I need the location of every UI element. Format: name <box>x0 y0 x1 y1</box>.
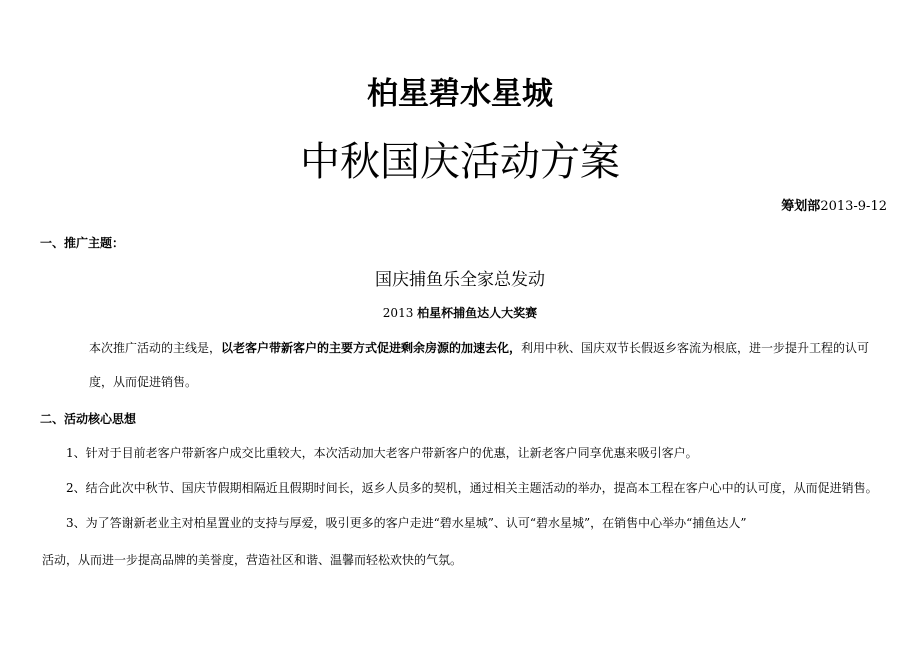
promotion-slogan: 国庆捕鱼乐全家总发动 <box>375 270 545 290</box>
author-date-line <box>781 198 887 216</box>
competition-year: 2013 <box>382 306 414 320</box>
theme-paragraph-start: 本次推广活动的主线是， <box>89 341 222 355</box>
core-idea-item-2: 2、结合此次中秋节、国庆节假期相隔近且假期时间长，返乡人员多的契机，通过相关主题活动的举办，提高本工程在客户心中的认可度，从而促进销售。 <box>66 481 878 495</box>
author-department: 筹划部 <box>781 199 821 214</box>
theme-paragraph-line2: 度，从而促进销售。 <box>89 375 198 389</box>
theme-paragraph-end: 利用中秋、国庆双节长假返乡客流为根底，进一步提升工程的认可 <box>521 341 870 355</box>
core-idea-item-1: 1、针对于目前老客户带新客户成交比重较大，本次活动加大老客户带新客户的优惠，让新老客户同享优惠来吸引客户。 <box>66 446 698 460</box>
section1-heading: 一、推广主题： <box>40 236 125 250</box>
theme-paragraph-bold: 以老客户带新客户的主要方式促进剩余房源的加速去化， <box>221 341 522 355</box>
document-date: 2013-9-12 <box>820 199 887 214</box>
core-idea-item-3-continued: 活动，从而进一步提高品牌的美誉度，营造社区和谐、温馨而轻松欢快的气氛。 <box>42 553 463 567</box>
core-idea-item-3: 3、为了答谢新老业主对柏星置业的支持与厚爱，吸引更多的客户走进“碧水星城”、认可“碧水星城”，在销售中心举办“捕鱼达人” <box>66 516 747 530</box>
competition-title <box>0 304 920 322</box>
section2-heading: 二、活动核心思想 <box>40 412 137 426</box>
theme-paragraph-line1 <box>89 339 869 357</box>
document-subtitle: 中秋国庆活动方案 <box>300 139 620 185</box>
document-title: 柏星碧水星城 <box>367 76 553 112</box>
competition-name: 柏星杯捕鱼达人大奖赛 <box>417 306 538 320</box>
